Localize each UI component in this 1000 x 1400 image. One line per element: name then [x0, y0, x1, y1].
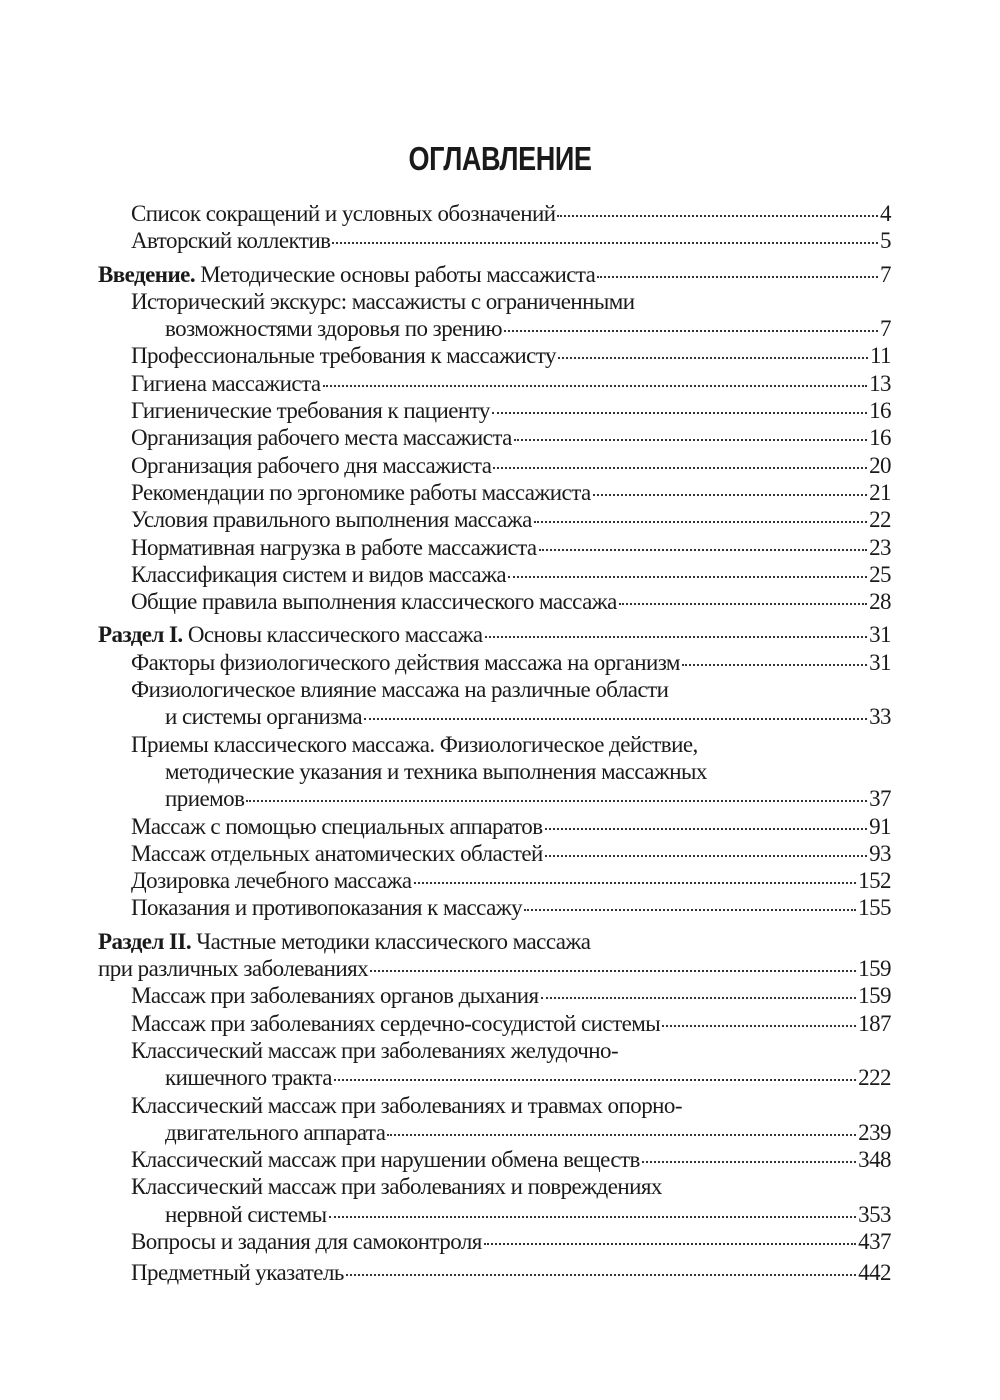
- toc-entry-text: [98, 955, 368, 982]
- page-number[interactable]: 16: [869, 398, 891, 424]
- toc-entry-text: [131, 200, 555, 227]
- entry-title: Авторский коллектив: [131, 228, 331, 254]
- toc-entry[interactable]: [98, 1146, 891, 1173]
- dot-leader: [414, 882, 857, 884]
- page-number[interactable]: 152: [858, 868, 891, 894]
- toc-entry-text: [131, 534, 537, 561]
- entry-title: Вопросы и задания для самоконтроля: [131, 1228, 482, 1254]
- toc-entry-text: [131, 452, 491, 479]
- toc-line: [98, 621, 891, 648]
- toc-entry[interactable]: [98, 1037, 891, 1092]
- page-number[interactable]: 5: [880, 228, 891, 254]
- entry-title: Физиологическое влияние массажа на различные области: [131, 677, 669, 703]
- entry-title: Исторический экскурс: массажисты с ограниченными: [131, 288, 635, 314]
- section-heading-intro[interactable]: [98, 261, 891, 288]
- toc-entry[interactable]: [98, 894, 891, 921]
- dot-leader: [514, 439, 867, 441]
- toc-entry[interactable]: [98, 200, 891, 227]
- toc-entry[interactable]: [98, 840, 891, 867]
- entry-title: Гигиена массажиста: [131, 370, 321, 396]
- page-number[interactable]: 4: [880, 201, 891, 226]
- toc-entry-text: [131, 1146, 640, 1173]
- dot-leader: [541, 997, 857, 999]
- toc-line: [98, 894, 891, 921]
- entry-title: Массаж при заболеваниях сердечно-сосудистой системы: [131, 1010, 661, 1036]
- toc-entry-text: [165, 758, 707, 785]
- toc-entry[interactable]: [98, 452, 891, 479]
- dot-leader: [558, 357, 868, 359]
- page-number[interactable]: 31: [869, 622, 891, 648]
- page-number[interactable]: 239: [858, 1119, 891, 1145]
- dot-leader: [370, 970, 856, 972]
- section-label: Введение.: [98, 261, 196, 287]
- toc-entry-text: [165, 315, 502, 342]
- toc-entry-text: [131, 982, 539, 1009]
- toc-line: [98, 1092, 891, 1119]
- entry-title: Дозировка лечебного массажа: [131, 868, 412, 894]
- entry-title: возможностями здоровья по зрению: [165, 316, 502, 342]
- toc-entry-text: [131, 840, 543, 867]
- entry-title: Организация рабочего дня массажиста: [131, 452, 492, 478]
- entry-title: приемов: [165, 786, 245, 812]
- entry-title: Массаж с помощью специальных аппаратов: [131, 813, 543, 839]
- page-number[interactable]: 442: [858, 1260, 891, 1286]
- toc-entry-text: [131, 1092, 682, 1119]
- dot-leader: [332, 242, 878, 244]
- toc-entry-text: [131, 649, 680, 676]
- section-title: Методические основы работы массажиста: [200, 261, 596, 287]
- toc-line: [98, 534, 891, 561]
- toc-line: [98, 424, 891, 451]
- toc-entry-text: [131, 1173, 662, 1200]
- toc-entry-text: [131, 894, 522, 921]
- section-heading-2[interactable]: [98, 928, 891, 983]
- toc-line: [98, 1228, 891, 1255]
- toc-line: [98, 506, 891, 533]
- toc-entry-text: [131, 342, 556, 369]
- toc-entry[interactable]: [98, 1010, 891, 1037]
- toc-entry-text: [131, 676, 668, 703]
- toc-entry-text: [98, 928, 590, 955]
- toc-line: [98, 731, 891, 758]
- toc-entry-text: [131, 1228, 482, 1255]
- section-heading-1[interactable]: [98, 621, 891, 648]
- dot-leader: [364, 718, 867, 720]
- page-title: ОГЛАВЛЕНИЕ: [408, 140, 592, 177]
- dot-leader: [387, 1134, 856, 1136]
- toc-entry-text: [165, 785, 244, 812]
- toc-entry-text: [165, 1064, 332, 1091]
- page-number[interactable]: 20: [869, 452, 891, 478]
- page-number[interactable]: 21: [869, 479, 891, 505]
- dot-leader: [246, 800, 867, 802]
- toc-line: [98, 200, 891, 227]
- dot-leader: [534, 521, 867, 523]
- page-number[interactable]: 353: [858, 1201, 891, 1227]
- toc-line: [98, 1259, 891, 1286]
- toc-line: [98, 561, 891, 588]
- table-of-contents: [98, 200, 891, 1287]
- page-number[interactable]: 22: [869, 507, 891, 533]
- toc-line: [98, 649, 891, 676]
- entry-title: и системы организма: [165, 704, 362, 730]
- page-number[interactable]: 159: [858, 983, 891, 1009]
- toc-entry-text: [165, 1119, 385, 1146]
- toc-entry[interactable]: [98, 397, 891, 424]
- toc-entry[interactable]: [98, 370, 891, 397]
- toc-entry[interactable]: [98, 342, 891, 369]
- toc-line: [98, 813, 891, 840]
- entry-title: Массаж отдельных анатомических областей: [131, 840, 543, 866]
- toc-entry[interactable]: [98, 813, 891, 840]
- toc-line: [98, 867, 891, 894]
- page-number[interactable]: 13: [869, 370, 891, 396]
- toc-line: [98, 588, 891, 615]
- dot-leader: [508, 576, 867, 578]
- toc-entry[interactable]: [98, 731, 891, 813]
- dot-leader: [329, 1216, 857, 1218]
- toc-entry[interactable]: [98, 649, 891, 676]
- toc-entry[interactable]: [98, 288, 891, 343]
- section-title-continued: при различных заболеваниях: [98, 956, 369, 982]
- dot-leader: [619, 603, 867, 605]
- toc-entry-text: [165, 1201, 327, 1228]
- toc-entry-text: [131, 424, 512, 451]
- dot-leader: [334, 1079, 856, 1081]
- entry-title: Условия правильного выполнения массажа: [131, 507, 532, 533]
- entry-title: двигательного аппарата: [165, 1119, 386, 1145]
- entry-title: Организация рабочего места массажиста: [131, 425, 512, 451]
- toc-line: [98, 676, 891, 703]
- toc-entry[interactable]: [98, 588, 891, 615]
- page-number[interactable]: 28: [869, 589, 891, 615]
- toc-line: [98, 261, 891, 288]
- toc-entry-text: [131, 1037, 618, 1064]
- toc-line: [98, 1037, 891, 1064]
- entry-title: Рекомендации по эргономике работы массажиста: [131, 479, 591, 505]
- toc-line: [98, 370, 891, 397]
- toc-line: [98, 1064, 891, 1091]
- dot-leader: [662, 1025, 856, 1027]
- toc-line: [98, 452, 891, 479]
- toc-entry-text: [131, 813, 543, 840]
- toc-entry[interactable]: [98, 561, 891, 588]
- entry-title: Массаж при заболеваниях органов дыхания: [131, 983, 539, 1009]
- entry-title: нервной системы: [165, 1201, 327, 1227]
- dot-leader: [485, 636, 868, 638]
- toc-line: [98, 1010, 891, 1037]
- dot-leader: [597, 276, 878, 278]
- dot-leader: [504, 330, 878, 332]
- toc-entry-text: [98, 261, 595, 288]
- toc-entry[interactable]: [98, 867, 891, 894]
- toc-line: [98, 479, 891, 506]
- toc-line: [98, 1146, 891, 1173]
- toc-entry-text: [131, 370, 321, 397]
- toc-line: [98, 397, 891, 424]
- toc-entry-text: [131, 1259, 344, 1286]
- page-number[interactable]: 25: [869, 561, 891, 587]
- toc-entry[interactable]: [98, 506, 891, 533]
- page-number[interactable]: 187: [858, 1010, 891, 1036]
- page-number[interactable]: 93: [869, 840, 891, 866]
- toc-line: [98, 703, 891, 730]
- entry-title: Классический массаж при заболеваниях и повреждениях: [131, 1174, 662, 1200]
- toc-entry[interactable]: [98, 227, 891, 254]
- toc-line: [98, 227, 891, 254]
- toc-entry-text: [131, 561, 506, 588]
- entry-title: Приемы классического массажа. Физиологическое действие,: [131, 731, 698, 757]
- toc-entry-text: [131, 227, 330, 254]
- page-number[interactable]: 37: [869, 786, 891, 812]
- dot-leader: [524, 909, 856, 911]
- toc-line: [98, 982, 891, 1009]
- page-number[interactable]: 11: [869, 343, 891, 369]
- section-label: Раздел I.: [98, 622, 183, 648]
- toc-entry-text: [131, 506, 532, 533]
- toc-entry[interactable]: [98, 676, 891, 731]
- entry-title: Классический массаж при нарушении обмена веществ: [131, 1147, 640, 1173]
- toc-line: [98, 342, 891, 369]
- dot-leader: [539, 549, 868, 551]
- section-title: Основы классического массажа: [187, 622, 483, 648]
- toc-entry-text: [131, 867, 412, 894]
- page-number[interactable]: 348: [858, 1147, 891, 1173]
- toc-entry[interactable]: [98, 1228, 891, 1255]
- toc-line: [98, 785, 891, 812]
- toc-entry-text: [98, 621, 483, 648]
- toc-entry-text: [131, 731, 698, 758]
- page-number[interactable]: 33: [869, 704, 891, 730]
- page-number[interactable]: 91: [869, 813, 891, 839]
- toc-entry[interactable]: [98, 982, 891, 1009]
- toc-entry-text: [165, 703, 362, 730]
- entry-title: Список сокращений и условных обозначений: [131, 201, 556, 226]
- entry-title: Классификация систем и видов массажа: [131, 561, 507, 587]
- dot-leader: [492, 412, 867, 414]
- entry-title: Классический массаж при заболеваниях желудочно-: [131, 1037, 619, 1063]
- toc-line: [98, 315, 891, 342]
- toc-line: [98, 928, 891, 955]
- toc-line: [98, 288, 891, 315]
- entry-title: кишечного тракта: [165, 1065, 332, 1091]
- entry-title: Нормативная нагрузка в работе массажиста: [131, 534, 537, 560]
- page-number[interactable]: 23: [869, 534, 891, 560]
- toc-line: [98, 840, 891, 867]
- toc-line: [98, 758, 891, 785]
- page-number[interactable]: 222: [858, 1065, 891, 1091]
- page-number[interactable]: 7: [880, 261, 891, 287]
- entry-title: Классический массаж при заболеваниях и травмах опорно-: [131, 1092, 682, 1118]
- section-label: Раздел II.: [98, 928, 192, 954]
- entry-title: Профессиональные требования к массажисту: [131, 343, 556, 369]
- entry-title: Факторы физиологического действия массажа на организм: [131, 649, 680, 675]
- toc-line: [98, 1173, 891, 1200]
- toc-entry[interactable]: [98, 1173, 891, 1228]
- toc-entry-text: [131, 288, 635, 315]
- entry-title: Показания и противопоказания к массажу: [131, 895, 523, 921]
- toc-line: [98, 1201, 891, 1228]
- section-title: Частные методики классического массажа: [196, 928, 591, 954]
- dot-leader: [346, 1274, 856, 1276]
- dot-leader: [642, 1161, 856, 1163]
- toc-line: [98, 1119, 891, 1146]
- toc-entry[interactable]: [98, 1092, 891, 1147]
- toc-entry-text: [131, 588, 617, 615]
- dot-leader: [545, 855, 867, 857]
- toc-entry-text: [131, 397, 490, 424]
- entry-title: Предметный указатель: [131, 1260, 344, 1286]
- toc-entry[interactable]: [98, 534, 891, 561]
- dot-leader: [484, 1243, 856, 1245]
- toc-entry[interactable]: [98, 1259, 891, 1286]
- dot-leader: [557, 215, 878, 217]
- toc-entry-text: [131, 1010, 660, 1037]
- dot-leader: [682, 664, 867, 666]
- dot-leader: [593, 494, 867, 496]
- dot-leader: [493, 467, 867, 469]
- toc-line: [98, 955, 891, 982]
- page-number[interactable]: 437: [858, 1228, 891, 1254]
- toc-entry-text: [131, 479, 591, 506]
- dot-leader: [545, 828, 868, 830]
- page-number[interactable]: 16: [869, 425, 891, 451]
- page-number[interactable]: 155: [858, 895, 891, 921]
- page-number[interactable]: 159: [858, 956, 891, 982]
- toc-entry[interactable]: [98, 424, 891, 451]
- toc-entry[interactable]: [98, 479, 891, 506]
- entry-title: Общие правила выполнения классического массажа: [131, 589, 617, 615]
- entry-title: Гигиенические требования к пациенту: [131, 398, 490, 424]
- entry-title: методические указания и техника выполнения массажных: [165, 758, 707, 784]
- page-number[interactable]: 31: [869, 649, 891, 675]
- dot-leader: [323, 385, 868, 387]
- page-number[interactable]: 7: [880, 316, 891, 342]
